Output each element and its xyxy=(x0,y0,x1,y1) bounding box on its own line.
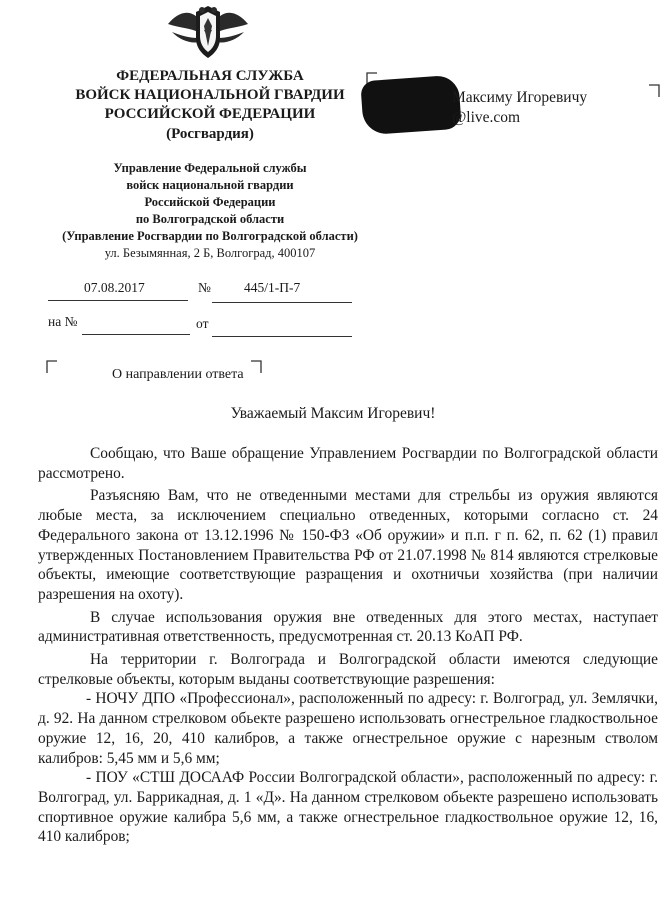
reply-from-underline xyxy=(212,336,352,337)
recipient-name: Максиму Игоревичу xyxy=(452,89,588,106)
dept-name-line4: по Волгоградской области xyxy=(135,212,285,226)
date-underline xyxy=(48,300,188,301)
subject-corner-right-icon xyxy=(250,360,262,374)
dept-short-name: (Управление Росгвардии по Волгоградской области) xyxy=(62,229,358,243)
number-label: № xyxy=(198,280,211,295)
letter-number: 445/1-П-7 xyxy=(244,280,301,295)
letter-date: 07.08.2017 xyxy=(84,280,145,295)
body-paragraph: - ПОУ «СТШ ДОСААФ России Волгоградской области», расположенный по адресу: г. Волгоград, ул. Баррикадная, д. 1 «Д». На данном стрелковом обьекте разрешено использовать спортивное оружие калибра 5,6 мм, а также огнестрельное гладкоствольное оружие 12, 16, 410 калибров; xyxy=(38,769,658,846)
greeting: Уважаемый Максим Игоревич! xyxy=(230,405,436,422)
reply-from-label: от xyxy=(196,316,209,331)
dept-name-line2: войск национальной гвардии xyxy=(126,178,294,192)
body-paragraph: Сообщаю, что Ваше обращение Управлением Росгвардии по Волгоградской области рассмотрено. xyxy=(38,445,658,482)
org-name-line1: ФЕДЕРАЛЬНАЯ СЛУЖБА xyxy=(116,68,304,84)
recipient-email: @live.com xyxy=(452,109,521,126)
recipient-corner-right-icon xyxy=(648,84,660,98)
dept-name-line3: Российской Федерации xyxy=(144,195,276,209)
subject-corner-left-icon xyxy=(46,360,58,374)
number-underline xyxy=(212,302,352,303)
reply-number-label: на № xyxy=(48,314,78,329)
body-paragraph: В случае использования оружия вне отведенных для этого местах, наступает административная ответственность, предусмотренная ст. 20.13 КоАП РФ. xyxy=(38,608,658,646)
dept-name-line1: Управление Федеральной службы xyxy=(113,161,307,175)
org-name-line2: ВОЙСК НАЦИОНАЛЬНОЙ ГВАРДИИ xyxy=(75,87,345,103)
dept-address: ул. Безымянная, 2 Б, Волгоград, 400107 xyxy=(104,246,316,260)
body-paragraph: Разъясняю Вам, что не отведенными местами для стрельбы из оружия являются любые места, за исключением специально отведенных, которыми согласно ст. 24 Федерального закона от 13.12.1996 № 150-ФЗ «Об оружии» и п.п. г п. 62, п. 62 (1) правил утвержденных Постановлением Правительства РФ от 21.07.1998 № 814 являются стрелковые объекты, имеющие соответствующие разращения и охотничьи хозяйства (при наличии разрешения на охоту). xyxy=(38,487,658,603)
letter-body xyxy=(38,444,658,847)
body-paragraph: На территории г. Волгограда и Волгоградской области имеются следующие стрелковые объекты, которым выданы соответствующие разрешения: xyxy=(38,651,658,688)
org-name-line3: РОССИЙСКОЙ ФЕДЕРАЦИИ xyxy=(104,106,316,122)
redaction-mark xyxy=(360,75,462,136)
body-paragraph: - НОЧУ ДПО «Профессионал», расположенный по адресу: г. Волгоград, ул. Землячки, д. 92. На данном стрелковом обьекте разрешено использовать огнестрельное гладкоствольное оружие 12, 16, 20, 410 калибров, а также огнестрельное оружие с нарезным стволом калибров: 5,45 мм и 5,6 мм; xyxy=(38,690,658,767)
letter-subject: О направлении ответа xyxy=(112,367,244,382)
org-short-name: (Росгвардия) xyxy=(166,126,254,142)
reply-number-underline xyxy=(82,334,190,335)
rosgvardia-emblem-icon xyxy=(160,2,256,64)
